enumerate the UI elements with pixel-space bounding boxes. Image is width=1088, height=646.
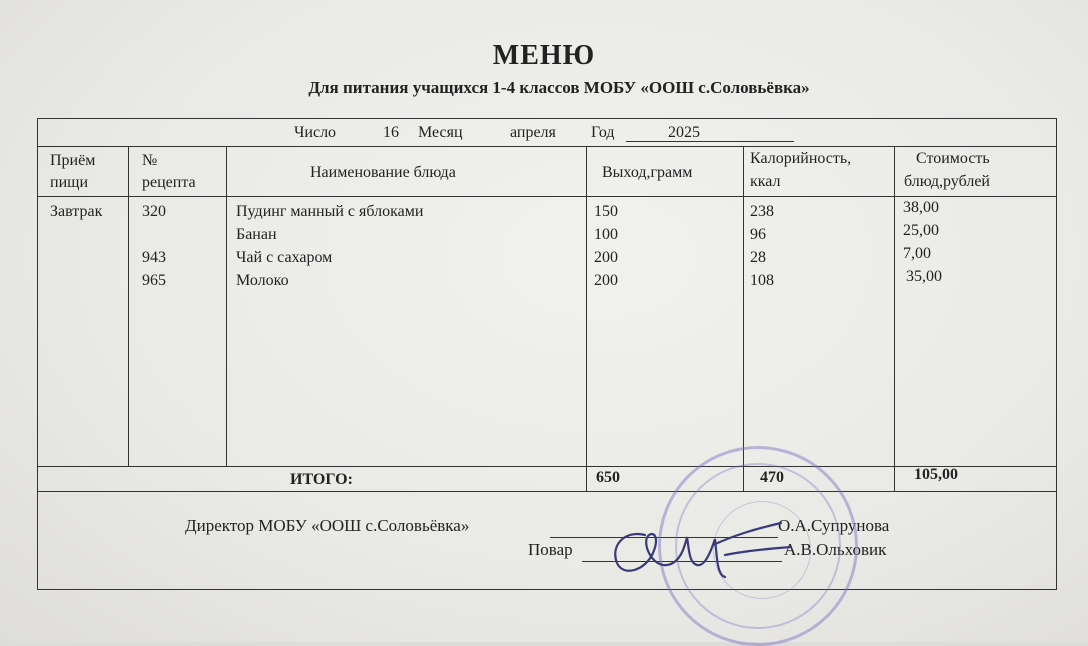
col-header-recipe-1: №: [142, 152, 158, 169]
row-4-calories: 108: [750, 272, 774, 289]
row-4-cost: 35,00: [906, 268, 942, 285]
row-3-recipe: 943: [142, 249, 166, 266]
col-divider-5: [894, 146, 895, 491]
row-2-weight: 100: [594, 226, 618, 243]
col-divider-1: [128, 146, 129, 466]
row-1-recipe: 320: [142, 203, 166, 220]
total-calories: 470: [760, 469, 784, 486]
meal-name: Завтрак: [50, 203, 103, 220]
date-year-label: Год: [591, 124, 615, 141]
col-header-recipe-2: рецепта: [142, 174, 196, 191]
col-divider-4: [743, 146, 744, 491]
col-header-calories-1: Калорийность,: [750, 150, 852, 167]
total-row-divider: [38, 491, 1056, 492]
date-row-divider: [38, 146, 1056, 147]
row-1-calories: 238: [750, 203, 774, 220]
row-4-dish: Молоко: [236, 272, 289, 289]
col-divider-3: [586, 146, 587, 491]
date-day: 16: [383, 124, 399, 141]
col-divider-2: [226, 146, 227, 466]
col-header-cost-1: Стоимость: [916, 150, 990, 167]
director-label: Директор МОБУ «ООШ с.Соловьёвка»: [185, 516, 470, 535]
col-header-meal-2: пищи: [50, 174, 89, 191]
date-month-label: Месяц: [418, 124, 463, 141]
date-year: 2025: [668, 124, 700, 141]
row-3-dish: Чай с сахаром: [236, 249, 333, 266]
page-subtitle: Для питания учащихся 1-4 классов МОБУ «ООШ с.Соловьёвка»: [308, 78, 810, 97]
total-weight: 650: [596, 469, 620, 486]
row-3-cost: 7,00: [903, 245, 931, 262]
row-1-weight: 150: [594, 203, 618, 220]
page-title: МЕНЮ: [492, 40, 596, 71]
row-3-weight: 200: [594, 249, 618, 266]
col-header-weight: Выход,грамм: [602, 164, 693, 181]
date-month: апреля: [510, 124, 556, 141]
handwritten-signature: [605, 505, 795, 585]
row-4-weight: 200: [594, 272, 618, 289]
cook-label: Повар: [528, 540, 573, 559]
director-name: О.А.Супрунова: [778, 516, 890, 535]
row-1-cost: 38,00: [903, 199, 939, 216]
col-header-calories-2: ккал: [750, 173, 781, 190]
row-2-dish: Банан: [236, 226, 277, 243]
body-bottom-divider: [38, 466, 1056, 467]
menu-table: [37, 118, 1057, 590]
col-header-meal-1: Приём: [50, 152, 96, 169]
col-header-cost-2: блюд,рублей: [904, 173, 990, 190]
cook-name: А.В.Ольховик: [784, 540, 887, 559]
date-year-underline: [626, 141, 794, 142]
total-cost: 105,00: [914, 466, 958, 483]
row-1-dish: Пудинг манный с яблоками: [236, 203, 424, 220]
date-day-label: Число: [294, 124, 337, 141]
row-3-calories: 28: [750, 249, 766, 266]
row-4-recipe: 965: [142, 272, 166, 289]
total-label: ИТОГО:: [290, 471, 353, 488]
row-2-cost: 25,00: [903, 222, 939, 239]
col-header-dish: Наименование блюда: [310, 164, 456, 181]
row-2-calories: 96: [750, 226, 766, 243]
